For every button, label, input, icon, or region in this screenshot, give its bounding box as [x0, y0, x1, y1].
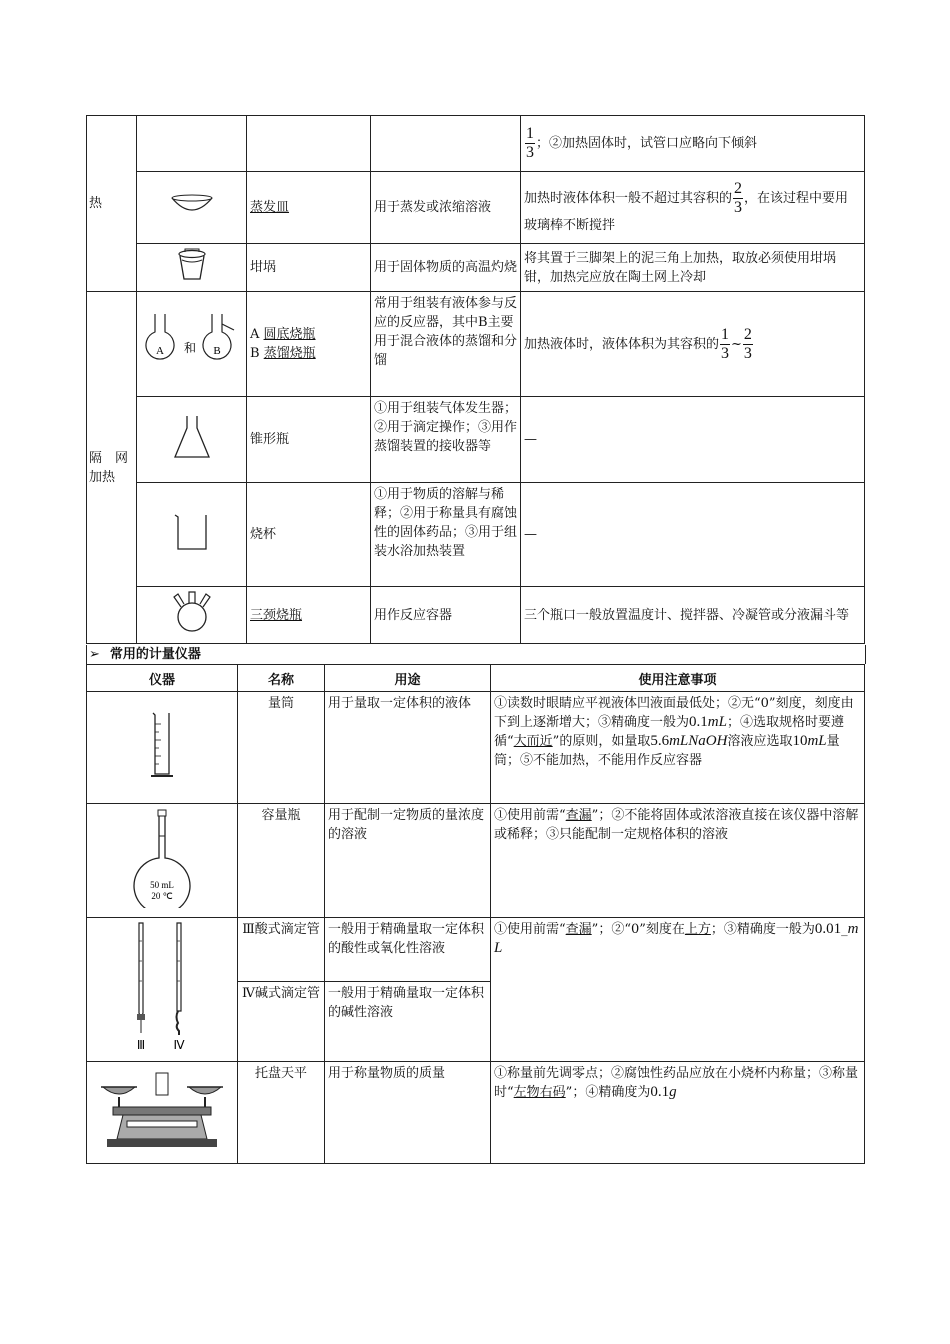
table-row [87, 804, 865, 918]
three-neck-flask-icon [137, 587, 247, 644]
table-row [87, 397, 865, 483]
flask-label-b: B [212, 345, 221, 357]
table-row [87, 172, 865, 244]
use-cell: 用于称量物质的质量 [325, 1062, 491, 1164]
note-cell: 加热液体时，液体体积为其容积的 $\frac{1}{3}$ ~ $\frac{2}{3}$ [521, 292, 865, 397]
use-cell: 一般用于精确量取一定体积的酸性或氧化性溶液 [325, 918, 491, 982]
note-cell: ①读数时眼睛应平视液体凹液面最低处；②无“0”刻度，刻度由下到上逐渐增大；③精确度一般为0.1mL；④选取规格时要遵循“大而近”的原则，如量取5.6mLNaOH溶液应选取10mL量筒；⑤不能加热，不能用作反应容器 [491, 692, 865, 804]
table-row [87, 483, 865, 587]
note-cell: — [521, 483, 865, 587]
table-row [87, 692, 865, 804]
name-balance: 托盘天平 [238, 1062, 325, 1164]
volumetric-flask-icon [87, 804, 238, 918]
name-evaporating-dish: 蒸发皿 [250, 200, 290, 215]
burette-label-iii: Ⅲ [136, 1037, 146, 1052]
name-volumetric-flask: 容量瓶 [238, 804, 325, 918]
use-cell: 用于量取一定体积的液体 [325, 692, 491, 804]
category-net-heating: 隔 网 加热 [87, 292, 137, 644]
note-cell: — [521, 397, 865, 483]
name-beaker: 烧杯 [247, 483, 371, 587]
conical-flask-icon [137, 397, 247, 483]
flask-label-a: A [155, 345, 164, 357]
use-cell: ①用于组装气体发生器；②用于滴定操作；③用作蒸馏装置的接收器等 [371, 397, 521, 483]
header-notes: 使用注意事项 [491, 665, 865, 692]
note-cell: ①使用前需“查漏”；②不能将固体或浓溶液直接在该仪器中溶解或稀释；③只能配制一定规格体积的溶液 [491, 804, 865, 918]
note-cell: 加热时液体体积一般不超过其容积的 $\frac{2}{3}$ ，在该过程中要用玻璃棒不断搅拌 [521, 172, 865, 244]
note-cell: ①称量前先调零点；②腐蚀性药品应放在小烧杯内称量；③称量时“左物右码”；④精确度为0.1g [491, 1062, 865, 1164]
fraction: $\frac{2}{3}$ [743, 325, 752, 362]
header-use: 用途 [325, 665, 491, 692]
table-row [87, 116, 865, 172]
table-row [87, 244, 865, 292]
evaporating-dish-icon [137, 172, 247, 244]
use-cell: 用于固体物质的高温灼烧 [371, 244, 521, 292]
use-cell: 一般用于精确量取一定体积的碱性溶液 [325, 982, 491, 1062]
flask-label-and: 和 [183, 341, 196, 355]
measuring-instruments-table [86, 664, 865, 1164]
name-crucible: 坩埚 [247, 244, 371, 292]
fraction: $\frac{2}{3}$ [734, 179, 743, 216]
table-row [87, 587, 865, 644]
arrow-bullet-icon: ➢ [89, 647, 100, 662]
table-row [87, 918, 865, 982]
header-name: 名称 [238, 665, 325, 692]
use-cell: 用于蒸发或浓缩溶液 [371, 172, 521, 244]
note-cell: 三个瓶口一般放置温度计、搅拌器、冷凝管或分液漏斗等 [521, 587, 865, 644]
use-cell: 用作反应容器 [371, 587, 521, 644]
use-cell: ①用于物质的溶解与稀释；②用于称量具有腐蚀性的固体药品；③用于组装水浴加热装置 [371, 483, 521, 587]
table-row [87, 1062, 865, 1164]
burettes-icon [87, 918, 238, 1062]
name-base-burette: Ⅳ碱式滴定管 [238, 982, 325, 1062]
flask-temp-label: 20 ℃ [151, 890, 173, 901]
burette-label-iv: Ⅳ [173, 1037, 185, 1052]
fraction: $\frac{1}{3}$ [526, 125, 534, 161]
round-bottom-flasks-icon [137, 292, 247, 397]
table-row [87, 292, 865, 397]
table-header-row [87, 665, 865, 692]
note-cell: ①使用前需“查漏”；②“0”刻度在上方；③精确度一般为0.01_mL [491, 918, 865, 1062]
name-graduated-cylinder: 量筒 [238, 692, 325, 804]
name-acid-burette: Ⅲ酸式滴定管 [238, 918, 325, 982]
note-cell: 将其置于三脚架上的泥三角上加热，取放必须使用坩埚钳，加热完应放在陶土网上冷却 [521, 244, 865, 292]
header-instrument: 仪器 [87, 665, 238, 692]
beaker-icon [137, 483, 247, 587]
crucible-icon [137, 244, 247, 292]
use-cell: 用于配制一定物质的量浓度的溶液 [325, 804, 491, 918]
use-cell: 常用于组装有液体参与反应的反应器，其中B主要用于混合液体的蒸馏和分馏 [371, 292, 521, 397]
graduated-cylinder-icon [87, 692, 238, 804]
fraction: $\frac{1}{3}$ [721, 325, 730, 362]
balance-icon [87, 1062, 238, 1164]
name-flasks: A 圆底烧瓶 B 蒸馏烧瓶 [247, 292, 371, 397]
section-title: ➢ 常用的计量仪器 [86, 645, 866, 664]
heating-instruments-table [86, 115, 865, 644]
flask-volume-label: 50 mL [150, 879, 174, 890]
name-three-neck-flask: 三颈烧瓶 [250, 607, 303, 623]
name-conical-flask: 锥形瓶 [247, 397, 371, 483]
note-cell: $\frac{1}{3}$ ；②加热固体时，试管口应略向下倾斜 [521, 116, 865, 172]
category-heat: 热 [87, 116, 137, 292]
